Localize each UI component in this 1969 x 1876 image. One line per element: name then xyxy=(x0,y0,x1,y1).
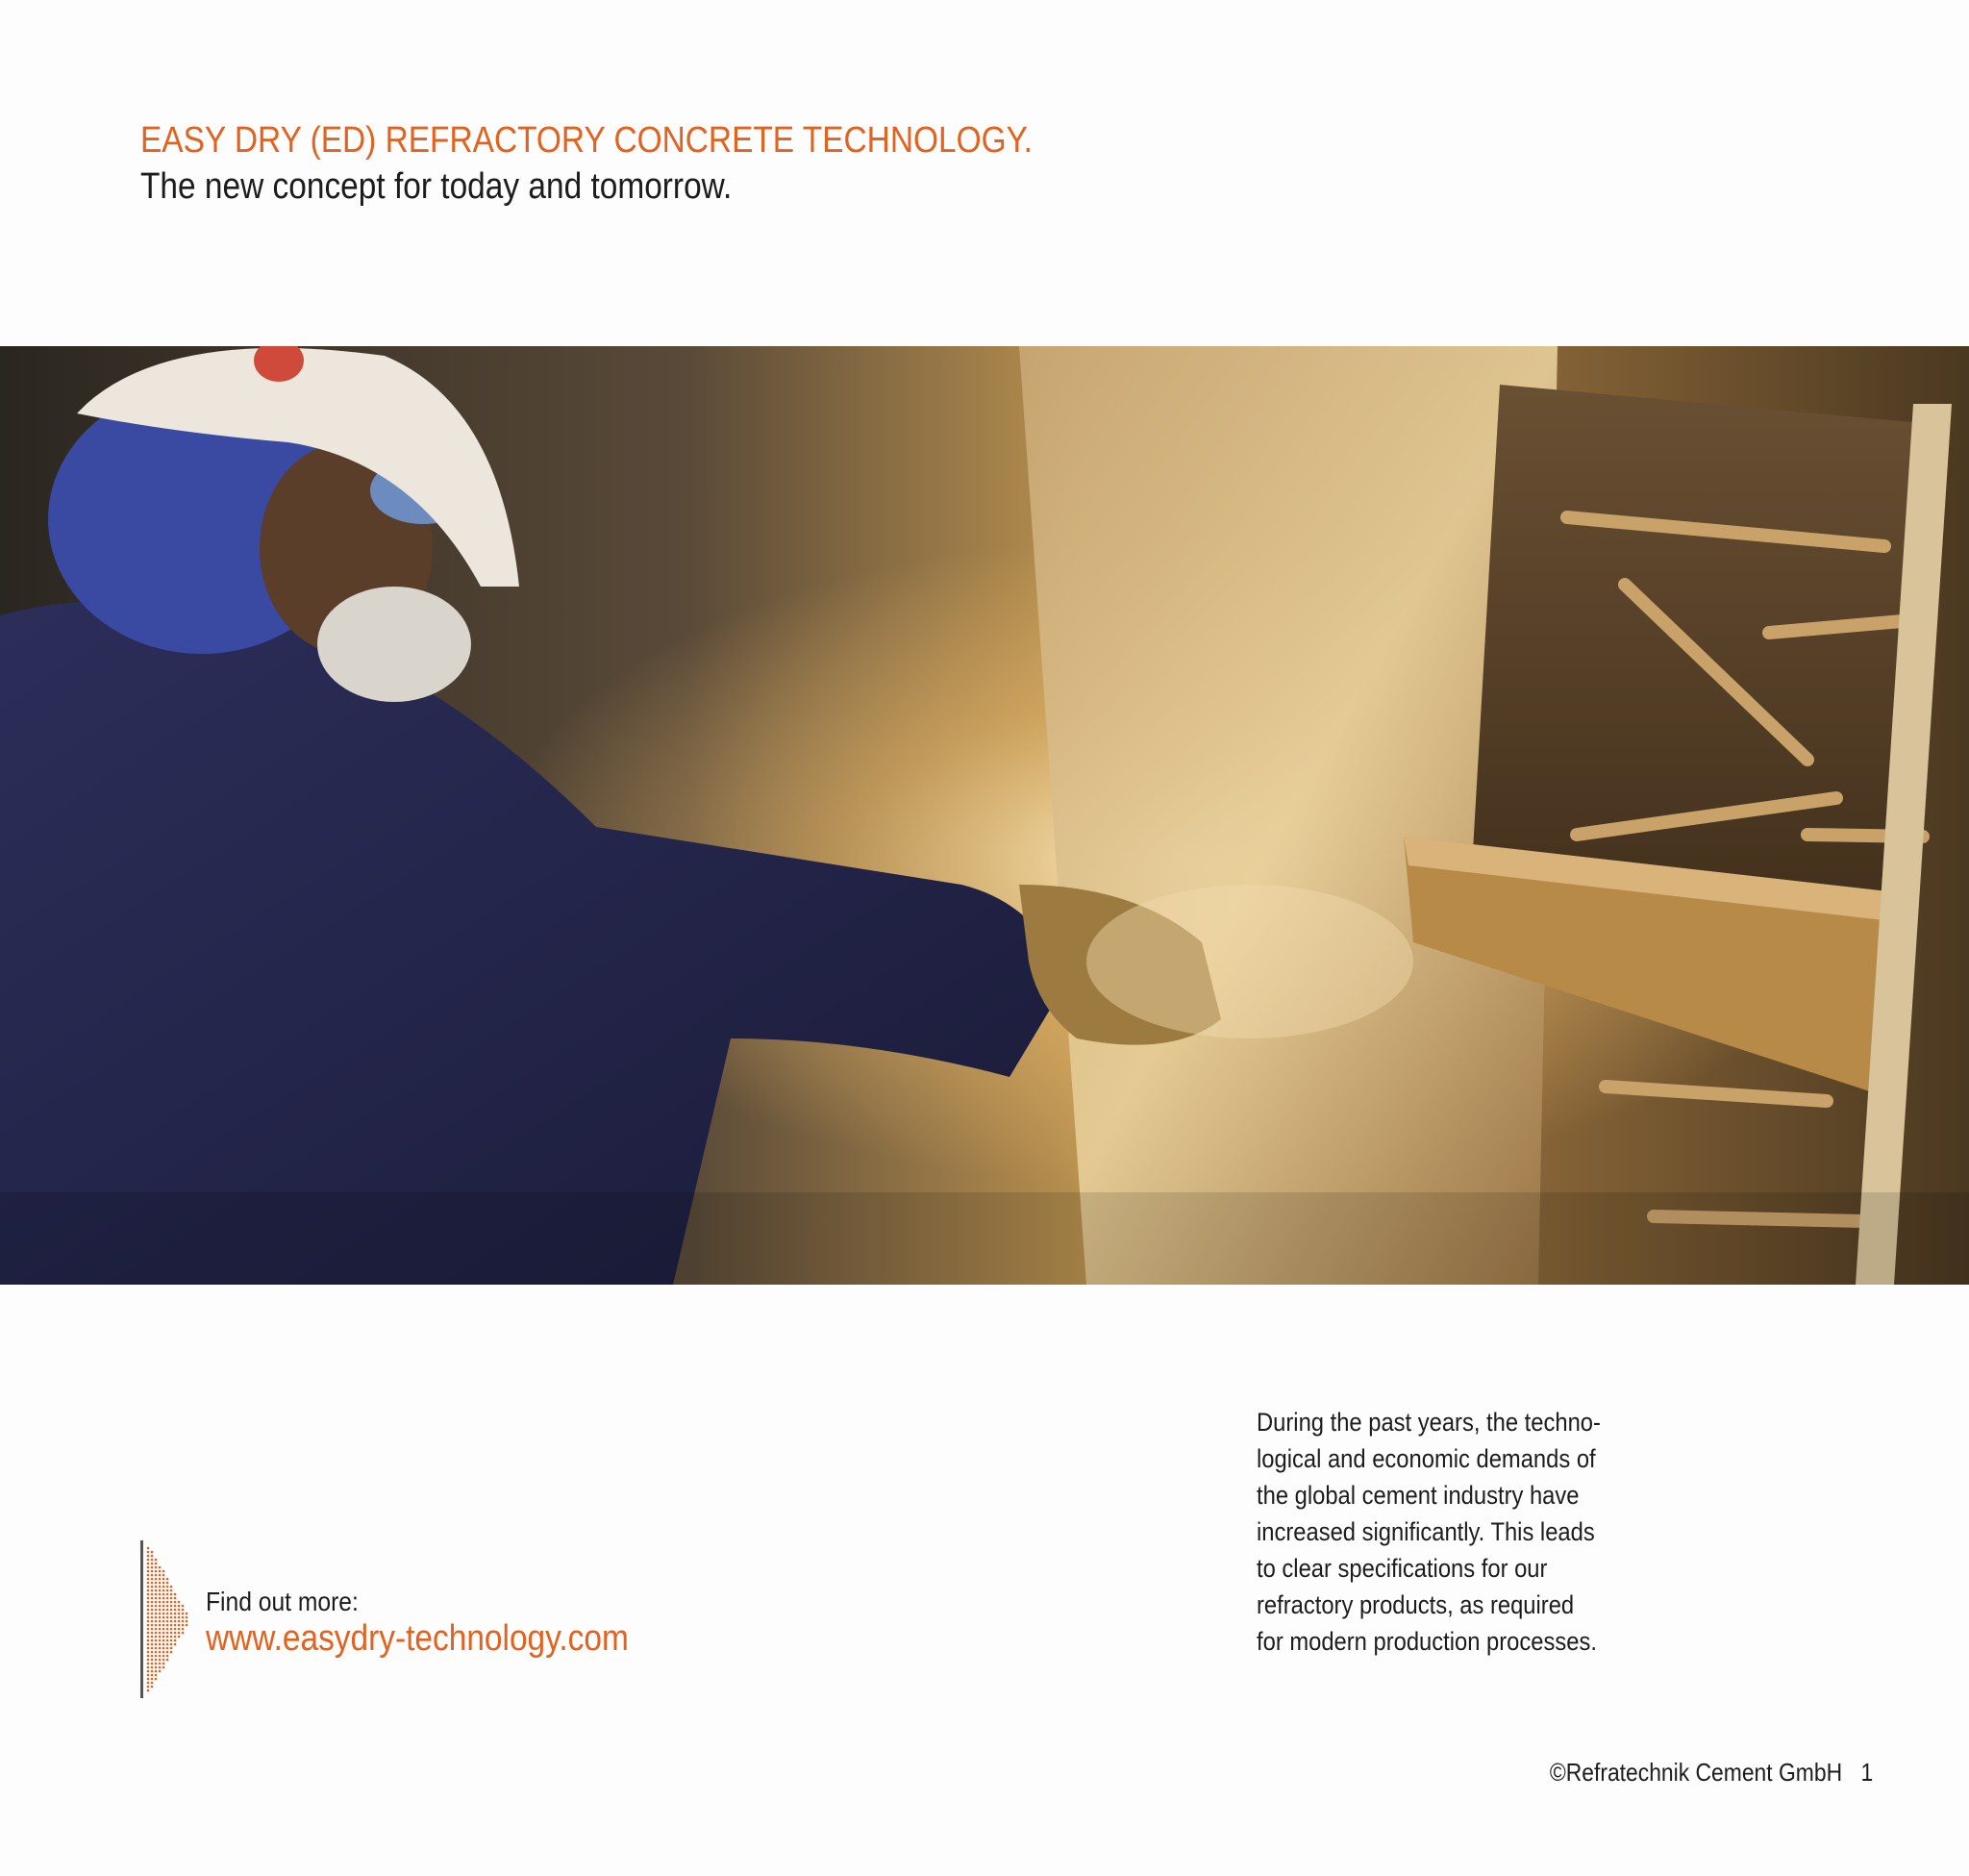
find-out-more-callout xyxy=(140,1540,717,1698)
callout-divider xyxy=(140,1540,143,1698)
find-out-more-label: Find out more: xyxy=(206,1587,359,1616)
page-subtitle: The new concept for today and tomorrow. xyxy=(140,166,733,207)
paragraph-line: to clear specifications for our xyxy=(1257,1554,1548,1583)
dotted-arrow-icon xyxy=(146,1546,192,1692)
paragraph-line: During the past years, the techno- xyxy=(1257,1408,1601,1437)
page-footer xyxy=(1550,1758,1873,1787)
paragraph-line: for modern production processes. xyxy=(1257,1627,1597,1656)
paragraph-line: the global cement industry have xyxy=(1257,1481,1580,1510)
paragraph-line: logical and economic demands of xyxy=(1257,1444,1596,1473)
paragraph-line: increased significantly. This leads xyxy=(1257,1517,1595,1546)
copyright-text: ©Refratechnik Cement GmbH xyxy=(1549,1758,1842,1787)
page-title: EASY DRY (ED) REFRACTORY CONCRETE TECHNOLOGY. xyxy=(140,120,1033,161)
intro-paragraph xyxy=(1257,1404,1680,1660)
worker-spraying-refractory-concrete-photo xyxy=(0,346,1969,1285)
paragraph-line: refractory products, as required xyxy=(1257,1590,1575,1619)
page-number: 1 xyxy=(1860,1758,1873,1787)
website-link[interactable]: www.easydry-technology.com xyxy=(206,1618,629,1659)
